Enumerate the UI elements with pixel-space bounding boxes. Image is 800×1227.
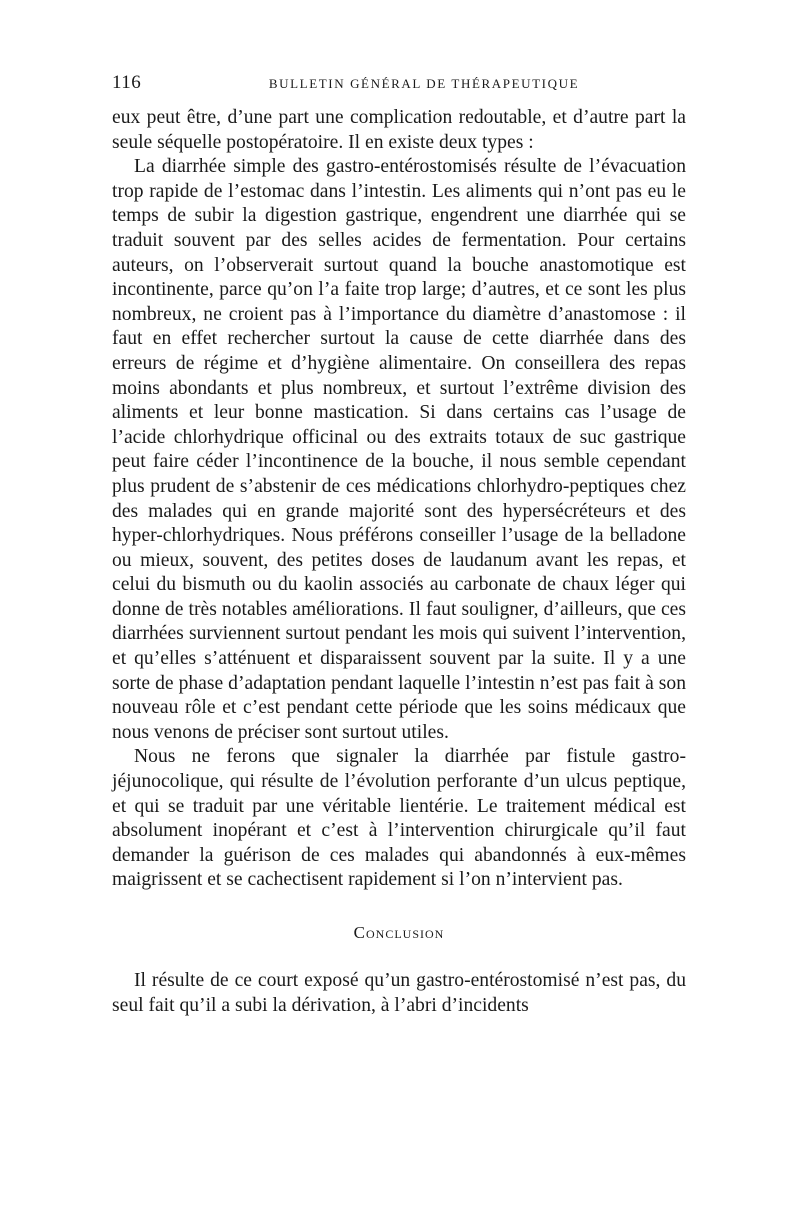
- paragraph-fistula-diarrhea: Nous ne ferons que signaler la diarrhée par fistule gastro-jéjunocolique, qui résulte de l’évolution perforante d’un ulcus peptique, et qui se traduit par une véritable lientérie. Le traitement médical est absolument inopérant et c’est à l’intervention chirurgicale qu’il faut demander la guérison de ces malades qui abandonnés à eux-mêmes maigrissent et se cachectisent rapidement si l’on n’intervient pas.: [112, 746, 686, 891]
- journal-title: BULLETIN GÉNÉRAL DE THÉRAPEUTIQUE: [268, 76, 580, 91]
- paragraph-continuation: eux peut être, d’une part une complication redoutable, et d’autre part la seule séquelle postopératoire. Il en existe deux types :: [112, 107, 686, 153]
- running-head: [112, 70, 686, 106]
- paragraph-conclusion: Il résulte de ce court exposé qu’un gastro-entérostomisé n’est pas, du seul fait qu’il a subi la dérivation, à l’abri d’incidents: [112, 970, 686, 1016]
- section-heading-conclusion: Conclusion: [353, 923, 445, 942]
- document-page: [112, 70, 686, 1018]
- page-number: 116: [112, 72, 142, 93]
- paragraph-simple-diarrhea: La diarrhée simple des gastro-entérostomisés résulte de l’évacuation trop rapide de l’estomac dans l’intestin. Les aliments qui n’ont pas eu le temps de subir la digestion gastrique, engendrent une diarrhée qui se traduit souvent par des selles acides de fermentation. Pour certains auteurs, on l’observerait surtout quand la bouche anastomotique est incontinente, parce qu’on l’a faite trop large; d’autres, et ce sont les plus nombreux, ne croient pas à l’importance du diamètre d’anastomose : il faut en effet rechercher surtout la cause de cette diarrhée dans des erreurs de régime et d’hygiène alimentaire. On conseillera des repas moins abondants et plus nombreux, et surtout l’extrême division des aliments et leur bonne mastication. Si dans certains cas l’usage de l’acide chlorhydrique officinal ou des extraits totaux de suc gastrique peut faire céder l’incontinence de la bouche, il nous semble cependant plus prudent de s’abstenir de ces médications chlorhydro-peptiques chez des malades qui en grande majorité sont des hypersécréteurs et des hyper-chlorhydriques. Nous préférons conseiller l’usage de la belladone ou mieux, souvent, des petites doses de laudanum avant les repas, et celui du bismuth ou du kaolin associés au carbonate de chaux léger qui donne de très notables améliorations. Il faut souligner, d’ailleurs, que ces diarrhées surviennent surtout pendant les mois qui suivent l’intervention, et qu’elles s’atténuent et disparaissent souvent par la suite. Il y a une sorte de phase d’adaptation pendant laquelle l’intestin n’est pas fait à son nouveau rôle et c’est pendant cette période que les soins médicaux que nous venons de préciser sont surtout utiles.: [112, 156, 686, 743]
